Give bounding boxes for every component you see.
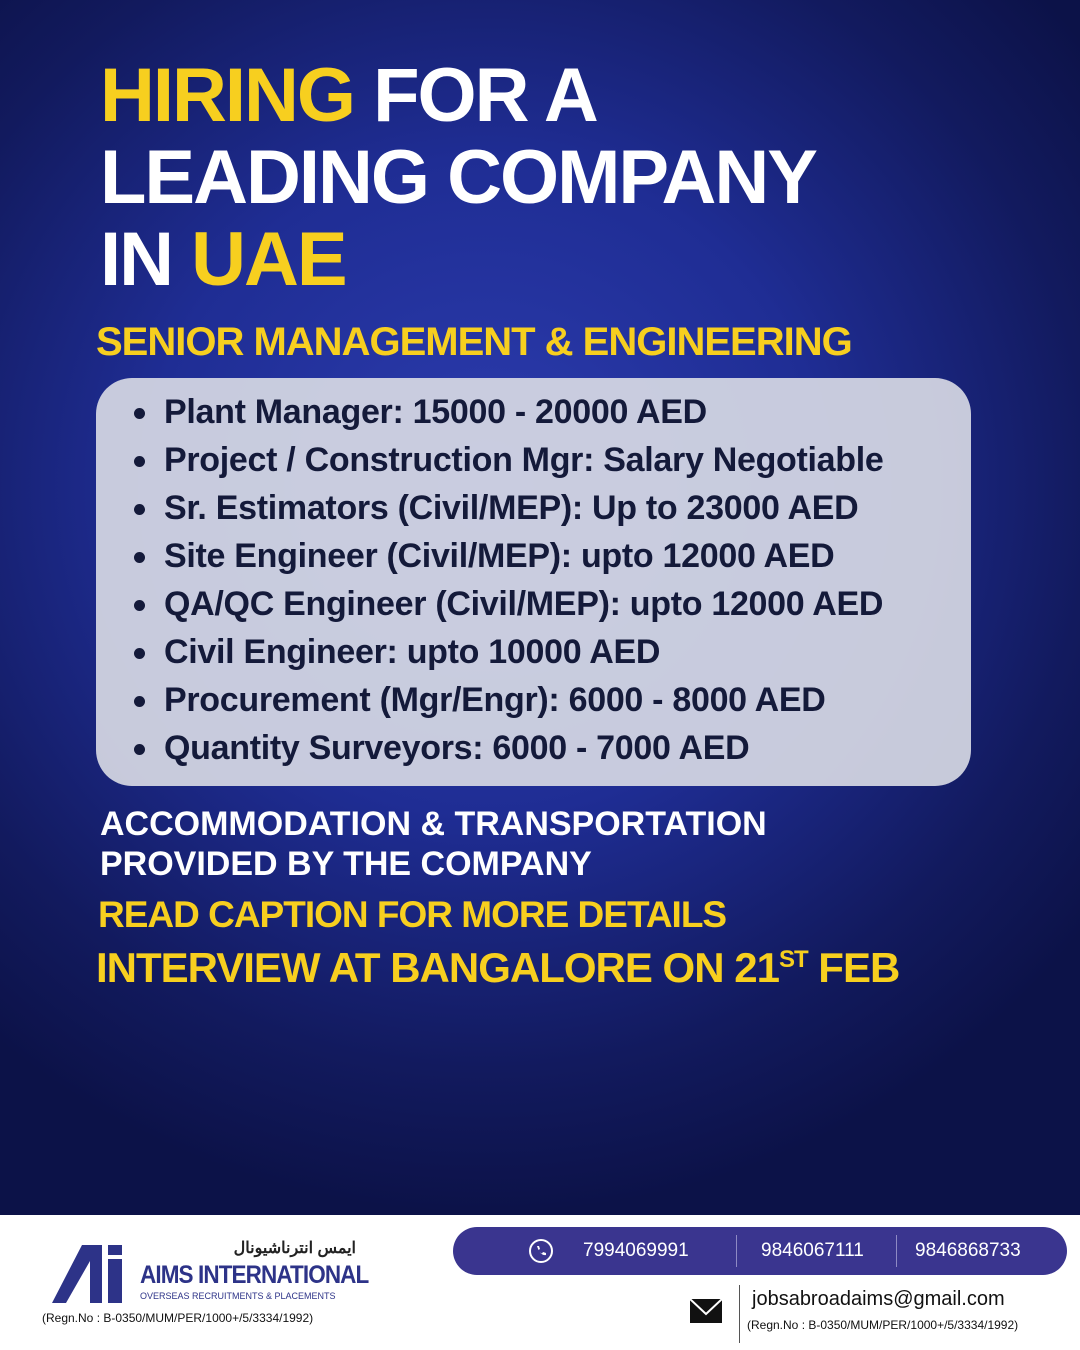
phone-icon — [528, 1238, 554, 1264]
benefits-line-2: PROVIDED BY THE COMPANY — [100, 845, 592, 883]
interview-info — [96, 942, 1080, 994]
job-item: QA/QC Engineer (Civil/MEP): upto 12000 AED — [134, 580, 959, 628]
phone-number[interactable]: 9846868733 — [915, 1240, 1021, 1261]
email-link[interactable]: jobsabroadaims@gmail.com — [752, 1288, 1005, 1310]
headline-hiring: HIRING — [100, 53, 354, 138]
headline-line-2: LEADING COMPANY — [100, 135, 816, 220]
content-flow — [0, 378, 1080, 994]
caption-note: READ CAPTION FOR MORE DETAILS — [98, 894, 727, 935]
aims-logo — [52, 1240, 369, 1309]
logo-arabic: ايمس انترناشيونال — [233, 1240, 356, 1257]
job-item: Civil Engineer: upto 10000 AED — [134, 628, 959, 676]
interview-text: INTERVIEW AT BANGALORE ON 21 — [96, 944, 779, 991]
headline-line-1 — [100, 53, 597, 138]
job-item: Sr. Estimators (Civil/MEP): Up to 23000 AED — [134, 484, 959, 532]
job-item: Site Engineer (Civil/MEP): upto 12000 AED — [134, 532, 959, 580]
logo-name: AIMS INTERNATIONAL — [140, 1261, 369, 1289]
phone-number[interactable]: 7994069991 — [583, 1240, 689, 1261]
phone-bar — [453, 1227, 1067, 1275]
email-icon — [690, 1299, 722, 1323]
divider — [736, 1235, 737, 1267]
job-item: Plant Manager: 15000 - 20000 AED — [134, 388, 959, 436]
headline-line-3 — [100, 217, 346, 302]
jobs-list — [134, 388, 959, 772]
job-item: Quantity Surveyors: 6000 - 7000 AED — [134, 724, 959, 772]
job-item: Project / Construction Mgr: Salary Negotiable — [134, 436, 959, 484]
interview-month: FEB — [818, 944, 900, 991]
headline-uae: UAE — [191, 217, 346, 302]
logo-tagline: OVERSEAS RECRUITMENTS & PLACEMENTS — [140, 1291, 336, 1301]
headline-in: IN — [100, 217, 172, 302]
headline-for-a: FOR A — [373, 53, 597, 138]
phone-number[interactable]: 9846067111 — [761, 1240, 864, 1261]
divider — [739, 1285, 740, 1343]
footer — [0, 1215, 1080, 1350]
benefits-line-1: ACCOMMODATION & TRANSPORTATION — [100, 805, 767, 843]
job-item: Procurement (Mgr/Engr): 6000 - 8000 AED — [134, 676, 959, 724]
registration-number-2: (Regn.No : B-0350/MUM/PER/1000+/5/3334/1992) — [747, 1318, 1019, 1332]
ai-logo-mark-icon — [52, 1245, 134, 1303]
divider — [896, 1235, 897, 1267]
subtitle: SENIOR MANAGEMENT & ENGINEERING — [96, 320, 852, 364]
registration-number: (Regn.No : B-0350/MUM/PER/1000+/5/3334/1992) — [42, 1311, 314, 1325]
interview-sup: ST — [778, 946, 808, 973]
jobs-card — [96, 378, 971, 786]
